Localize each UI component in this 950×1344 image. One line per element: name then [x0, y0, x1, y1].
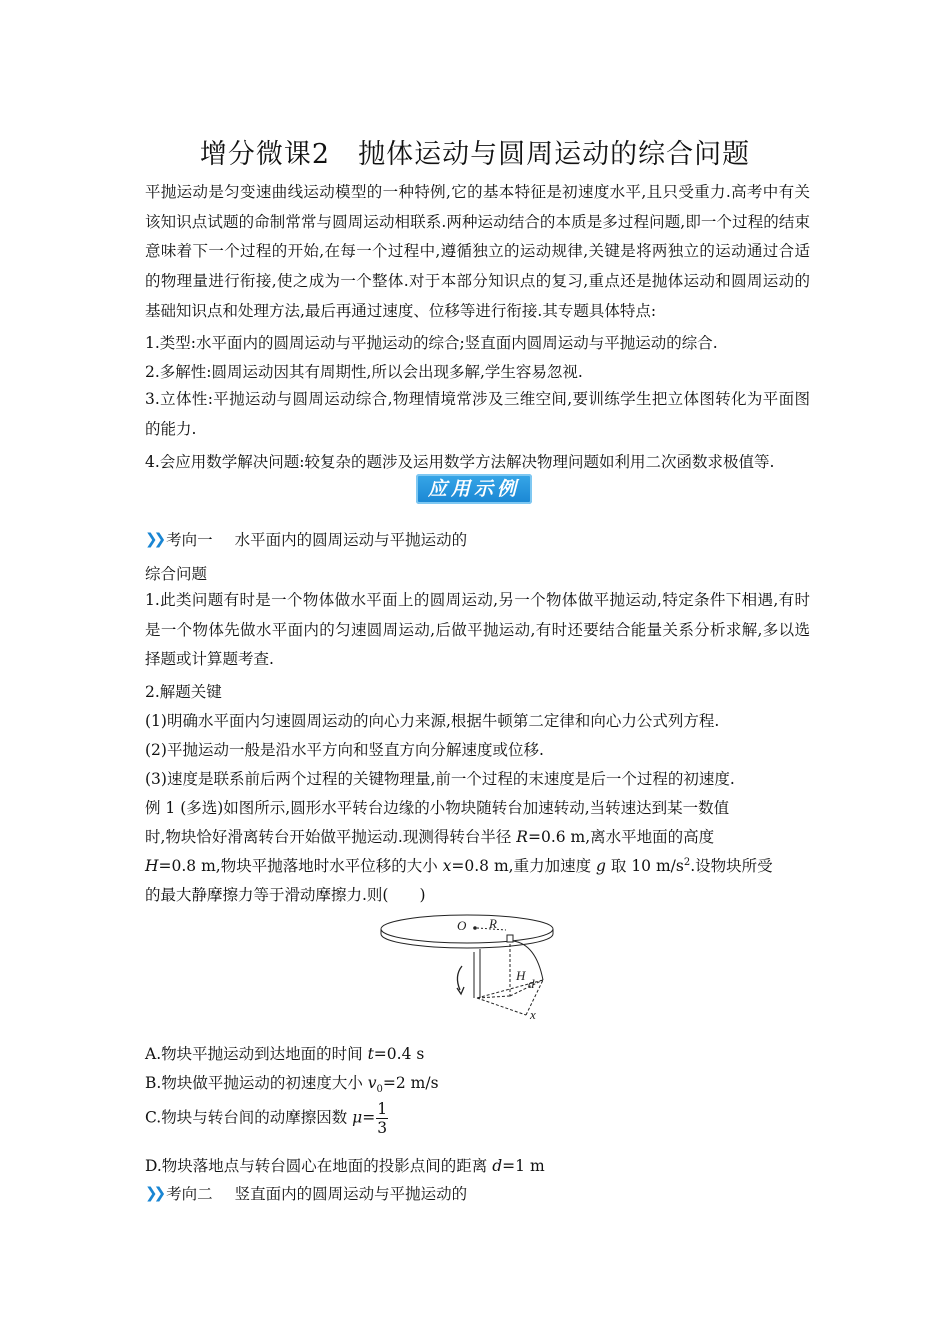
page-title: 增分微课2 抛体运动与圆周运动的综合问题 — [199, 139, 751, 170]
fraction-one-third: $\frac{1}{3}$ — [377, 1100, 388, 1137]
example-line-1: 例 1 (多选)如图所示,圆形水平转台边缘的小物块随转台加速转动,当转速达到某一数值 — [145, 799, 730, 817]
key-3: (3)速度是联系前后两个过程的关键物理量,前一个过程的末速度是后一个过程的初速度. — [145, 770, 735, 788]
example-line-2: 时,物块恰好滑离转台开始做平抛运动.现测得转台半径 R=0.6 m,离水平地面的高度 — [145, 828, 715, 846]
feature-2: 2.多解性:圆周运动因其有周期性,所以会出现多解,学生容易忽视. — [145, 363, 583, 381]
option-b: B.物块做平抛运动的初速度大小 $v_0=2$ m/s — [145, 1074, 439, 1096]
section-1-title-cont: 综合问题 — [145, 565, 208, 583]
feature-3: 3.立体性:平抛运动与圆周运动综合,物理情境常涉及三维空间,要训练学生把立体图转化为平面图的能力. — [145, 390, 810, 438]
option-c: C.物块与转台间的动摩擦因数 μ= $\frac{1}{3}$ — [145, 1100, 388, 1137]
example-line-3: H=0.8 m,物块平抛落地时水平位移的大小 x=0.8 m,重力加速度 g 取 10 $m/s^2$.设物块所受 — [145, 856, 773, 875]
example-line-4: 的最大静摩擦力等于滑动摩擦力.则( ) — [145, 886, 426, 904]
feature-4: 4.会应用数学解决问题:较复杂的题涉及运用数学方法解决物理问题如利用二次函数求极值等. — [145, 453, 775, 471]
keys-heading: 2.解题关键 — [145, 683, 222, 701]
feature-1: 1.类型:水平面内的圆周运动与平抛运动的综合;竖直面内圆周运动与平抛运动的综合. — [145, 334, 718, 352]
section-1-paragraph: 1.此类问题有时是一个物体做水平面上的圆周运动,另一个物体做平抛运动,特定条件下相遇,有时是一个物体先做水平面内的匀速圆周运动,后做平抛运动,有时还要结合能量关系分析求解,多以选择题或计算题考查. — [145, 591, 810, 669]
double-chevron-icon: ❯❯ — [145, 1184, 163, 1202]
section-2-title: 竖直面内的圆周运动与平抛运动的 — [234, 1185, 468, 1203]
key-1: (1)明确水平面内匀速圆周运动的向心力来源,根据牛顿第二定律和向心力公式列方程. — [145, 712, 720, 730]
center-dot — [473, 926, 477, 930]
section-1-title: 水平面内的圆周运动与平抛运动的 — [234, 531, 468, 549]
section-1-heading — [145, 528, 467, 550]
key-2: (2)平抛运动一般是沿水平方向和竖直方向分解速度或位移. — [145, 741, 544, 759]
option-d: D.物块落地点与转台圆心在地面的投影点间的距离 d=1 m — [145, 1157, 545, 1175]
section-2-heading — [145, 1182, 467, 1204]
section-1-label: 考向一 — [166, 531, 213, 549]
turntable-figure — [378, 908, 558, 1028]
label-O: O — [457, 918, 467, 933]
intro-paragraph: 平抛运动是匀变速曲线运动模型的一种特例,它的基本特征是初速度水平,且只受重力.高考中有关该知识点试题的命制常常与圆周运动相联系.两种运动结合的本质是多过程问题,即一个过程的结束意味着下一个过程的开始,在每一个过程中,遵循独立的运动规律,关键是将两独立的运动通过合适的物理量进行衔接,使之成为一个整体.对于本部分知识点的复习,重点还是抛体运动和圆周运动的基础知识点和处理方法,最后再通过速度、位移等进行衔接.其专题具体特点: — [145, 183, 810, 320]
label-R: R — [489, 916, 497, 931]
section-2-label: 考向二 — [166, 1185, 213, 1203]
application-example-badge: 应用示例 — [416, 474, 532, 504]
option-a: A.物块平抛运动到达地面的时间 t=0.4 s — [145, 1045, 425, 1063]
double-chevron-icon: ❯❯ — [145, 530, 163, 548]
label-x: x — [530, 1007, 536, 1022]
label-H: H — [516, 968, 526, 983]
label-d: d — [528, 976, 535, 991]
